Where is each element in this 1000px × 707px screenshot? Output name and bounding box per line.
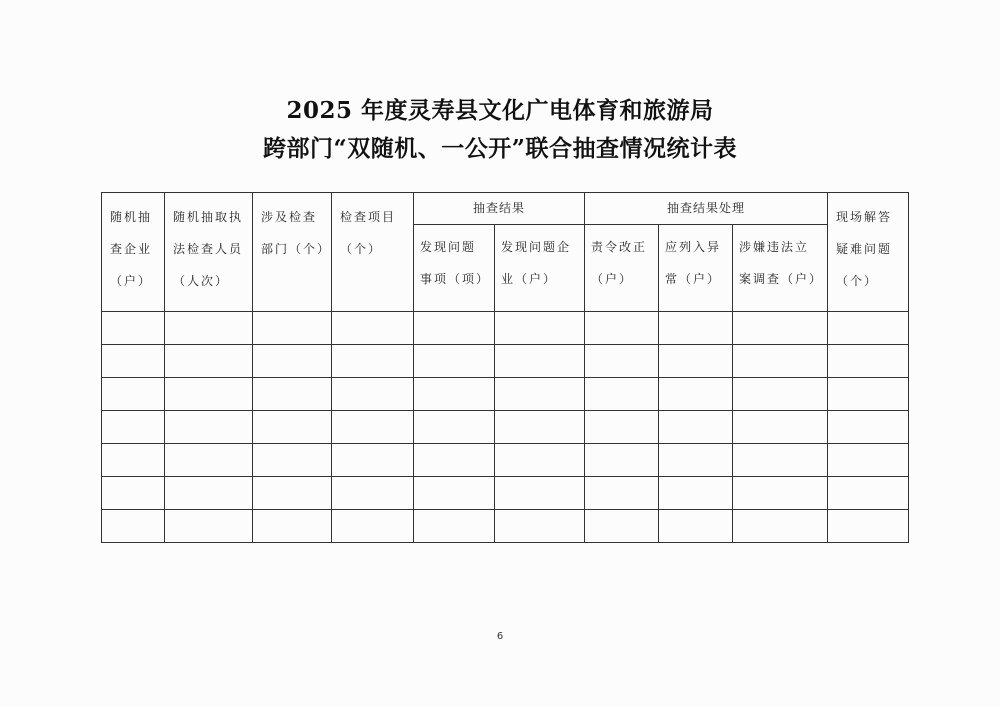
table-cell [414, 510, 495, 543]
table-cell [495, 378, 585, 411]
table-cell [828, 312, 909, 345]
table-cell [733, 378, 828, 411]
table-cell [102, 510, 165, 543]
table-cell [659, 510, 733, 543]
table-cell [659, 411, 733, 444]
header-ordered-corrections: 责令改正（户） [585, 225, 659, 312]
table-cell [102, 378, 165, 411]
table-cell [733, 312, 828, 345]
table-cell [414, 477, 495, 510]
table-cell [102, 345, 165, 378]
table-cell [414, 345, 495, 378]
table-cell [828, 378, 909, 411]
table-row [102, 345, 909, 378]
table-cell [585, 411, 659, 444]
table-cell [332, 378, 414, 411]
table-cell [659, 312, 733, 345]
header-problem-enterprises: 发现问题企业（户） [495, 225, 585, 312]
table-cell [102, 411, 165, 444]
table-cell [332, 312, 414, 345]
header-inspectors: 随机抽取执法检查人员（人次） [165, 193, 253, 312]
table-cell [585, 345, 659, 378]
table-row [102, 444, 909, 477]
table-cell [733, 477, 828, 510]
table-cell [332, 477, 414, 510]
table-cell [253, 444, 332, 477]
table-cell [585, 378, 659, 411]
table-cell [733, 444, 828, 477]
table-cell [165, 378, 253, 411]
header-group-handling: 抽查结果处理 [585, 193, 828, 225]
header-group-results: 抽查结果 [414, 193, 585, 225]
table-cell [414, 378, 495, 411]
table-cell [165, 312, 253, 345]
table-cell [253, 312, 332, 345]
table-cell [733, 411, 828, 444]
title-line-1: 2025 年度灵寿县文化广电体育和旅游局 [286, 97, 714, 124]
header-inspection-items: 检查项目（个） [332, 193, 414, 312]
page-number: 6 [496, 631, 504, 642]
header-departments: 涉及检查部门（个） [253, 193, 332, 312]
table-cell [253, 411, 332, 444]
header-onsite-answers: 现场解答疑难问题（个） [828, 193, 909, 312]
table-cell [828, 510, 909, 543]
table-cell [165, 444, 253, 477]
table-row [102, 411, 909, 444]
table-cell [495, 477, 585, 510]
table-cell [165, 510, 253, 543]
table-cell [165, 477, 253, 510]
table-cell [414, 411, 495, 444]
table-cell [585, 444, 659, 477]
header-random-enterprises: 随机抽查企业（户） [102, 193, 165, 312]
table-cell [102, 444, 165, 477]
table-cell [659, 444, 733, 477]
table-cell [828, 345, 909, 378]
table-cell [495, 345, 585, 378]
table-row [102, 378, 909, 411]
table-cell [733, 510, 828, 543]
table-cell [332, 411, 414, 444]
table-cell [495, 510, 585, 543]
table-cell [332, 444, 414, 477]
table-cell [495, 312, 585, 345]
table-cell [102, 477, 165, 510]
table-cell [253, 510, 332, 543]
table-cell [253, 345, 332, 378]
table-cell [495, 411, 585, 444]
table-cell [733, 345, 828, 378]
table-cell [659, 378, 733, 411]
table-cell [332, 345, 414, 378]
table-row [102, 510, 909, 543]
table-cell [332, 510, 414, 543]
table-cell [828, 477, 909, 510]
table-cell [495, 444, 585, 477]
table-cell [585, 477, 659, 510]
header-case-investigation: 涉嫌违法立案调查（户） [733, 225, 828, 312]
table-cell [414, 312, 495, 345]
table-cell [165, 411, 253, 444]
table-cell [414, 444, 495, 477]
table-cell [828, 444, 909, 477]
header-problems-found: 发现问题事项（项） [414, 225, 495, 312]
table-cell [253, 378, 332, 411]
statistics-table [101, 192, 909, 543]
table-cell [165, 345, 253, 378]
header-abnormal-listing: 应列入异常（户） [659, 225, 733, 312]
table-cell [659, 345, 733, 378]
table-row [102, 312, 909, 345]
table-cell [253, 477, 332, 510]
table-row [102, 477, 909, 510]
table-cell [102, 312, 165, 345]
table-cell [659, 477, 733, 510]
table-cell [828, 411, 909, 444]
table-cell [585, 510, 659, 543]
table-cell [585, 312, 659, 345]
title-line-2: 跨部门“双随机、一公开”联合抽查情况统计表 [263, 135, 737, 162]
